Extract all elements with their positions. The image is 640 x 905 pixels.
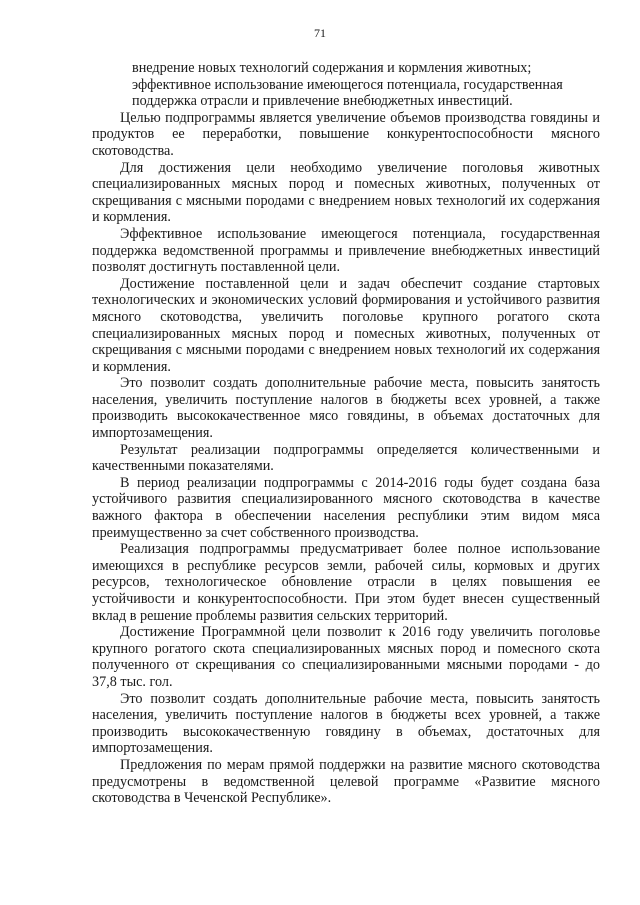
paragraph-employment-2: Это позволит создать дополнительные рабочие места, повысить занятость населения, увеличить поступление налогов в бюджеты всех уровней, а также производить высококачественную говядину в объемах, достаточных для импортозамещения. xyxy=(92,690,600,757)
paragraph-efficiency: Эффективное использование имеющегося потенциала, государственная поддержка ведомственной программы и привлечение внебюджетных инвестиций позволят достигнуть поставленной цели. xyxy=(92,225,600,276)
document-body xyxy=(92,60,600,807)
paragraph-purpose: Целью подпрограммы является увеличение объемов производства говядины и продуктов ее переработки, повышение конкурентоспособности мясного скотоводства. xyxy=(92,109,600,159)
paragraph-results: Результат реализации подпрограммы определяется количественными и качественными показателями. xyxy=(92,441,600,475)
list-item: поддержка отрасли и привлечение внебюджетных инвестиций. xyxy=(132,93,513,110)
goals-list xyxy=(132,60,600,110)
paragraph-proposals: Предложения по мерам прямой поддержки на развитие мясного скотоводства предусмотрены в ведомственной целевой программе «Развитие мясного скотоводства в Чеченской Республике». xyxy=(92,756,600,807)
paragraph-program-goal: Достижение Программной цели позволит к 2016 году увеличить поголовье крупного рогатого скота специализированных мясных пород и помесного скота полученного от скрещивания со специализированными мясными породами - до 37,8 тыс. гол. xyxy=(92,624,600,690)
paragraph-period: В период реализации подпрограммы с 2014-2016 годы будет создана база устойчивого развития специализированного мясного скотоводства в качестве важного фактора в обеспечении населения республики этим видом мяса преимущественно за счет собственного производства. xyxy=(92,474,600,541)
list-item: внедрение новых технологий содержания и кормления животных; xyxy=(132,60,532,76)
paragraph-resources: Реализация подпрограммы предусматривает более полное использование имеющихся в республике ресурсов земли, рабочей силы, кормовых и других ресурсов, технологическое обновление отрасли в целях повышения ее устойчивости и конкурентоспособности. При этом будет внесен существенный вклад в решение проблемы развития сельских территорий. xyxy=(92,541,600,624)
paragraph-goal-requirements: Для достижения цели необходимо увеличение поголовья животных специализированных мясных пород и помесных животных, полученных от скрещивания с мясными породами с внедрением новых технологий их содержания и кормления. xyxy=(92,159,600,226)
paragraph-employment: Это позволит создать дополнительные рабочие места, повысить занятость населения, увеличить поступление налогов в бюджеты всех уровней, а также производить высококачественное мясо говядины, в объемах достаточных для импортозамещения. xyxy=(92,375,600,442)
list-item: эффективное использование имеющегося потенциала, государственная xyxy=(132,76,563,93)
page-number: 71 xyxy=(314,26,326,40)
paragraph-achievement: Достижение поставленной цели и задач обеспечит создание стартовых технологических и экономических условий формирования и устойчивого развития мясного скотоводства, увеличить поголовье крупного рогатого скота специализированных мясных пород и помесных животных, полученных от скрещивания с мясными породами с внедрением новых технологий их содержания и кормления. xyxy=(92,275,600,375)
